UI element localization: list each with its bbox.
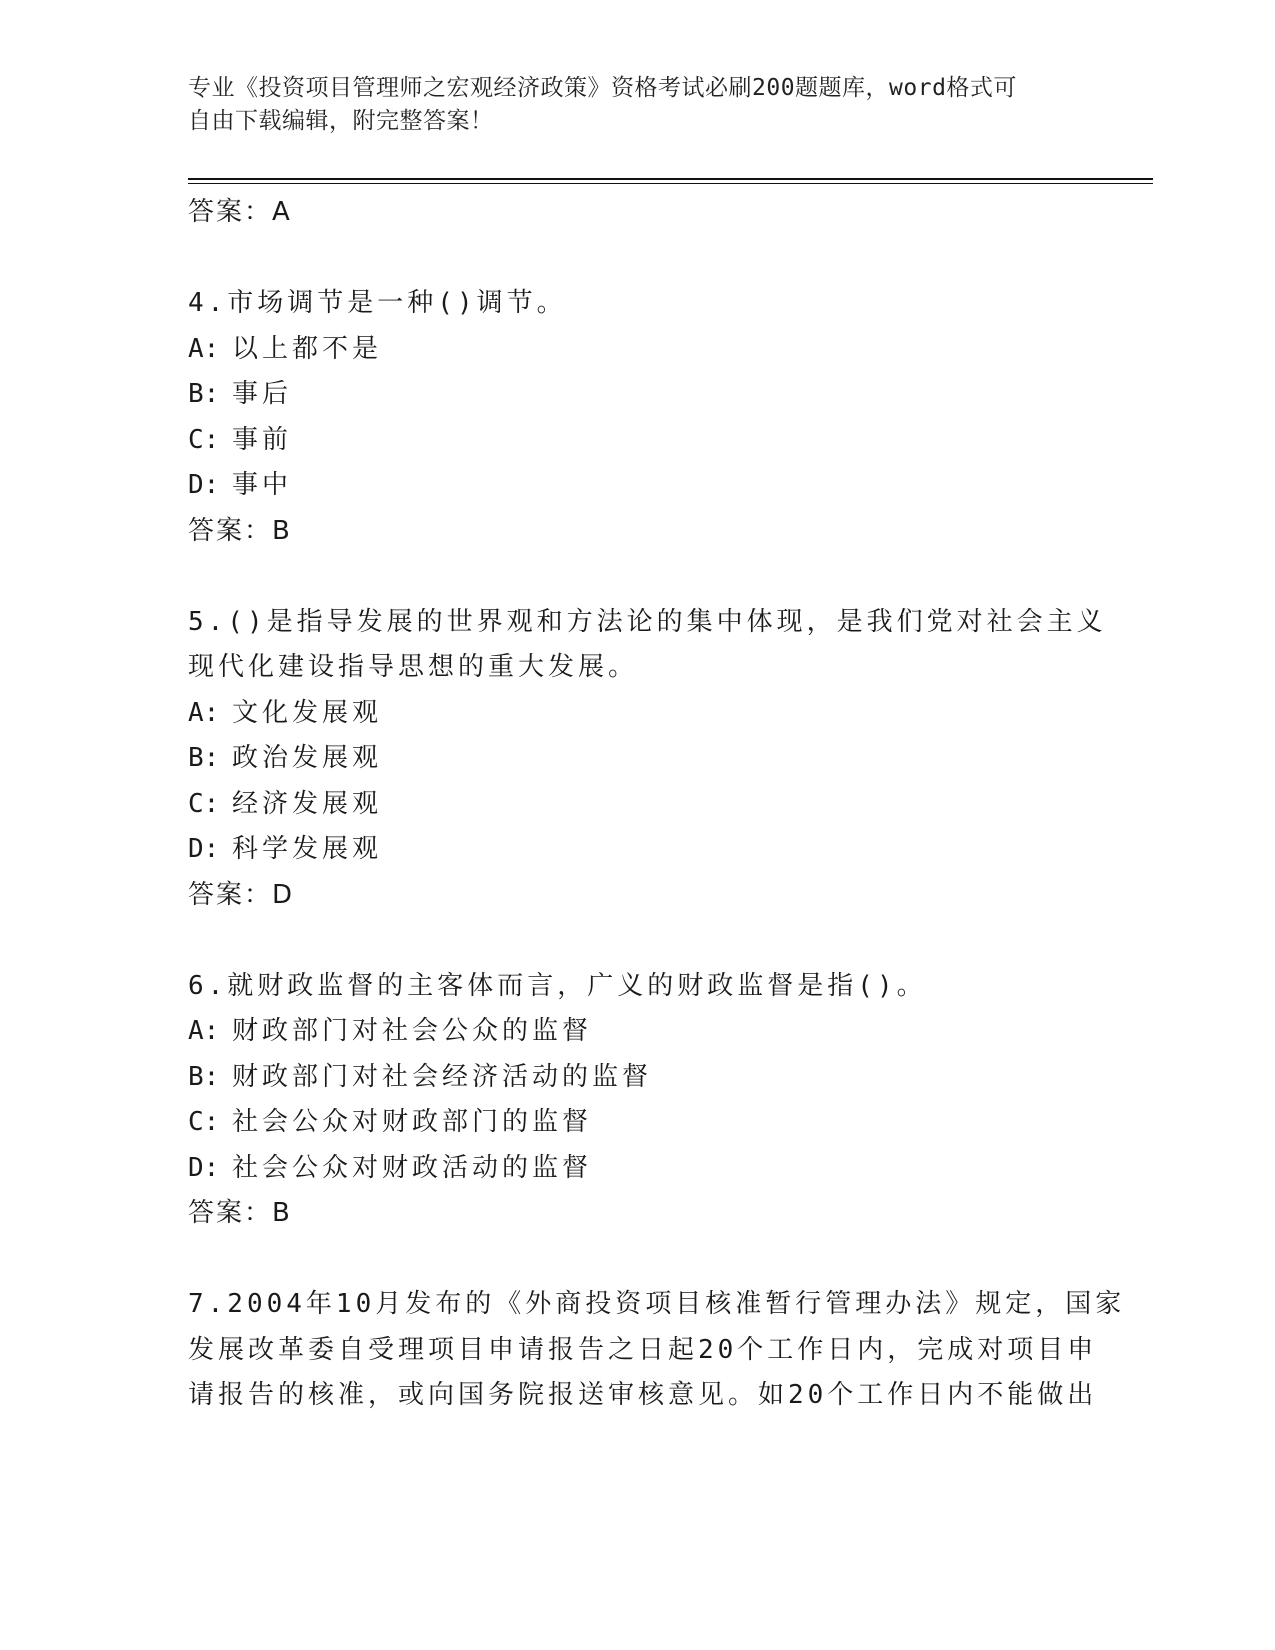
option-letter: A:: [188, 1016, 220, 1046]
option-d: [188, 827, 1088, 873]
option-c: [188, 418, 1088, 464]
option-a: [188, 1009, 1088, 1055]
option-text: 科学发展观: [232, 834, 383, 864]
option-letter: B:: [188, 379, 220, 409]
question-text: 发展改革委自受理项目申请报告之日起20个工作日内，完成对项目申: [188, 1334, 1098, 1365]
answer-line: 答案：A: [188, 197, 292, 227]
option-text: 社会公众对财政部门的监督: [232, 1107, 593, 1137]
option-letter: D:: [188, 834, 220, 864]
question-text: 4.市场调节是一种()调节。: [188, 288, 567, 318]
spacer: [188, 918, 1088, 964]
question-block: [188, 964, 1088, 1237]
option-letter: C:: [188, 424, 220, 455]
option-text: 事中: [232, 470, 293, 500]
document-header: [188, 72, 1068, 138]
question-text: 6.就财政监督的主客体而言，广义的财政监督是指()。: [188, 970, 927, 1001]
option-letter: C:: [188, 1107, 220, 1137]
option-b: [188, 1055, 1088, 1101]
option-text: 事后: [232, 379, 293, 409]
option-text: 事前: [232, 424, 293, 455]
spacer: [188, 236, 1088, 282]
question-text: 5.()是指导发展的世界观和方法论的集中体现，是我们党对社会主义: [188, 606, 1107, 637]
option-text: 经济发展观: [232, 788, 383, 819]
option-a: [188, 327, 1088, 373]
option-b: [188, 736, 1088, 782]
option-c: [188, 1100, 1088, 1146]
option-text: 以上都不是: [232, 333, 383, 364]
option-letter: A:: [188, 333, 220, 364]
header-line-2: 自由下载编辑，附完整答案！: [188, 108, 494, 134]
option-c: [188, 782, 1088, 828]
header-divider-thin: [188, 183, 1153, 184]
option-text: 文化发展观: [232, 697, 383, 728]
option-text: 财政部门对社会公众的监督: [232, 1016, 593, 1046]
option-a: [188, 691, 1088, 737]
spacer: [188, 554, 1088, 600]
option-text: 财政部门对社会经济活动的监督: [232, 1061, 653, 1092]
question-block: [188, 1282, 1126, 1419]
question-block: [188, 281, 1088, 554]
answer-line: 答案：B: [188, 515, 292, 546]
header-line-1: 专业《投资项目管理师之宏观经济政策》资格考试必刷200题题库，word格式可: [188, 75, 1017, 101]
option-b: [188, 372, 1088, 418]
question-block: [188, 600, 1107, 919]
question-content: [188, 190, 1126, 1419]
option-letter: B:: [188, 743, 220, 773]
option-letter: C:: [188, 788, 220, 819]
option-d: [188, 1146, 1088, 1192]
option-d: [188, 463, 1088, 509]
header-divider-thick: [188, 178, 1153, 180]
option-letter: A:: [188, 697, 220, 728]
question-text: 7.2004年10月发布的《外商投资项目核准暂行管理办法》规定，国家: [188, 1289, 1126, 1319]
answer-line: 答案：B: [188, 1198, 292, 1228]
spacer: [188, 1237, 1088, 1283]
option-text: 政治发展观: [232, 743, 383, 773]
question-text: 现代化建设指导思想的重大发展。: [188, 652, 639, 682]
option-letter: D:: [188, 1152, 220, 1183]
option-letter: D:: [188, 470, 220, 500]
question-text: 请报告的核准，或向国务院报送审核意见。如20个工作日内不能做出: [188, 1380, 1098, 1410]
answer-line: 答案：D: [188, 879, 295, 910]
option-letter: B:: [188, 1061, 220, 1092]
option-text: 社会公众对财政活动的监督: [232, 1152, 593, 1183]
